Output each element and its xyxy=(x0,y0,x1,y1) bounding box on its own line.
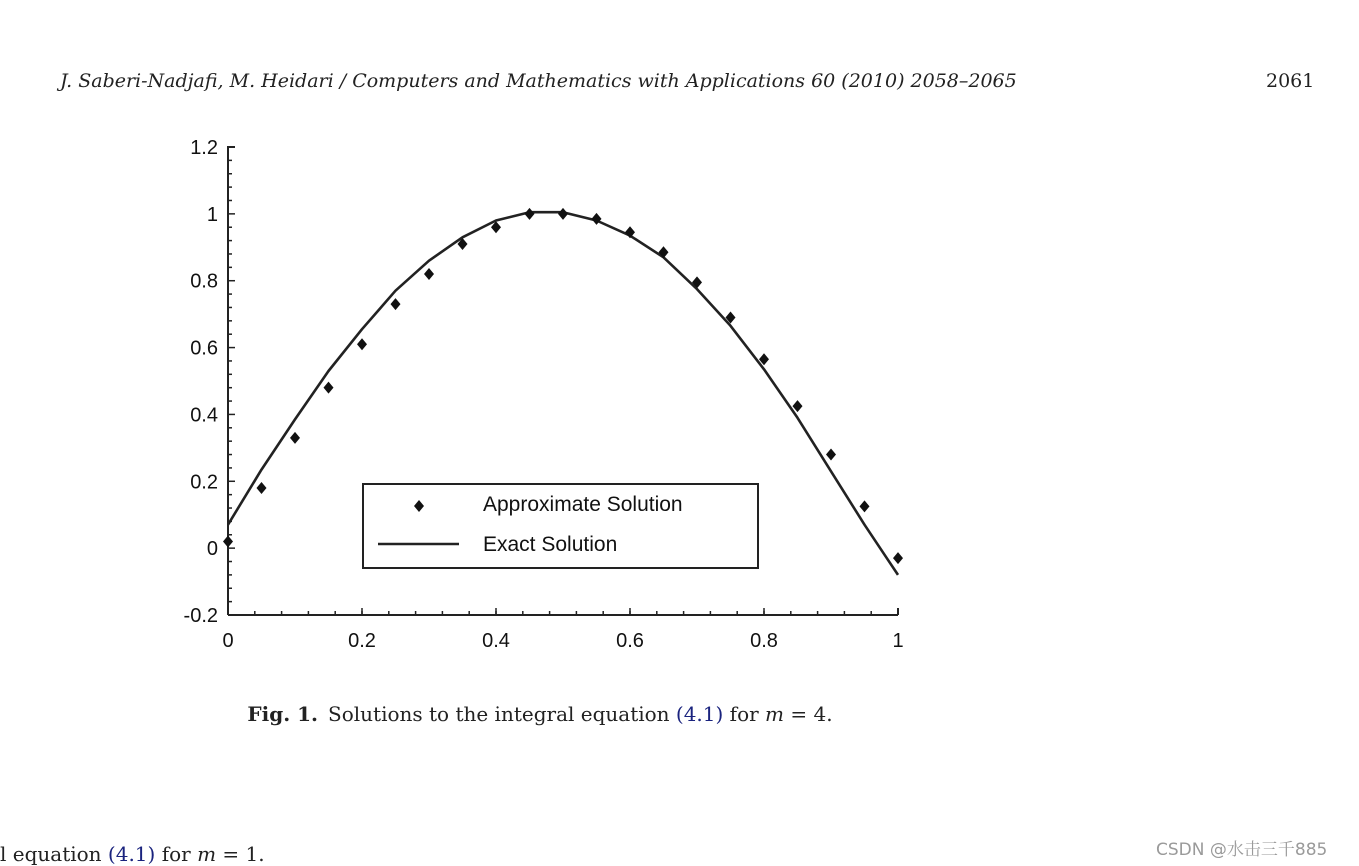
approximate-solution-point xyxy=(793,400,803,412)
previous-figure-caption-fragment xyxy=(0,842,265,866)
y-tick-label: 0.8 xyxy=(190,270,218,293)
approximate-solution-point xyxy=(357,338,367,350)
fragment-equation: = 1. xyxy=(216,842,265,866)
x-tick-label: 1 xyxy=(892,630,904,652)
approximate-solution-point xyxy=(391,298,401,310)
y-tick-label: 1 xyxy=(206,203,218,226)
legend-label-exact: Exact Solution xyxy=(483,533,618,556)
approximate-solution-point xyxy=(860,500,870,512)
x-tick-label: 0.6 xyxy=(616,630,644,652)
fragment-text-mid: for xyxy=(155,842,198,866)
y-tick-label: 0.6 xyxy=(190,337,218,360)
approximate-solution-point xyxy=(424,268,434,280)
caption-equation: = 4. xyxy=(784,702,833,726)
figure-caption xyxy=(0,702,1080,726)
fragment-reference-link[interactable]: (4.1) xyxy=(107,842,156,866)
equation-reference-link[interactable]: (4.1) xyxy=(675,702,724,726)
fragment-text-before: l equation xyxy=(0,842,108,866)
fragment-variable: m xyxy=(197,842,217,866)
caption-text-mid: for xyxy=(723,702,766,726)
approximate-solution-point xyxy=(893,552,903,564)
y-tick-label: -0.2 xyxy=(183,605,218,627)
approximate-solution-point xyxy=(290,432,300,444)
page-number: 2061 xyxy=(1266,70,1315,92)
csdn-watermark: CSDN @水击三千885 xyxy=(1156,840,1328,860)
approximate-solution-point xyxy=(324,382,334,394)
approximate-solution-point xyxy=(826,449,836,461)
caption-variable: m xyxy=(765,702,785,726)
approximate-solution-point xyxy=(223,535,233,547)
caption-text-before: Solutions to the integral equation xyxy=(328,702,676,726)
approximate-solution-point xyxy=(558,208,568,220)
x-tick-label: 0.4 xyxy=(482,630,510,652)
chart-legend xyxy=(363,484,758,568)
x-tick-label: 0.8 xyxy=(750,630,778,652)
legend-label-approximate: Approximate Solution xyxy=(483,493,683,516)
running-head: J. Saberi-Nadjafi, M. Heidari / Computers and Mathematics with Applications 60 (2010) 2058–2065 xyxy=(60,70,1017,92)
figure-label: Fig. 1. xyxy=(247,702,319,726)
x-tick-label: 0.2 xyxy=(348,630,376,652)
y-tick-label: 0.2 xyxy=(190,471,218,494)
y-tick-label: 0.4 xyxy=(190,404,218,427)
approximate-solution-point xyxy=(525,208,535,220)
y-tick-label: 0 xyxy=(206,538,218,561)
approximate-solution-point xyxy=(257,482,267,494)
chart-ticks xyxy=(184,137,904,652)
x-tick-label: 0 xyxy=(222,630,234,652)
y-tick-label: 1.2 xyxy=(190,137,218,159)
